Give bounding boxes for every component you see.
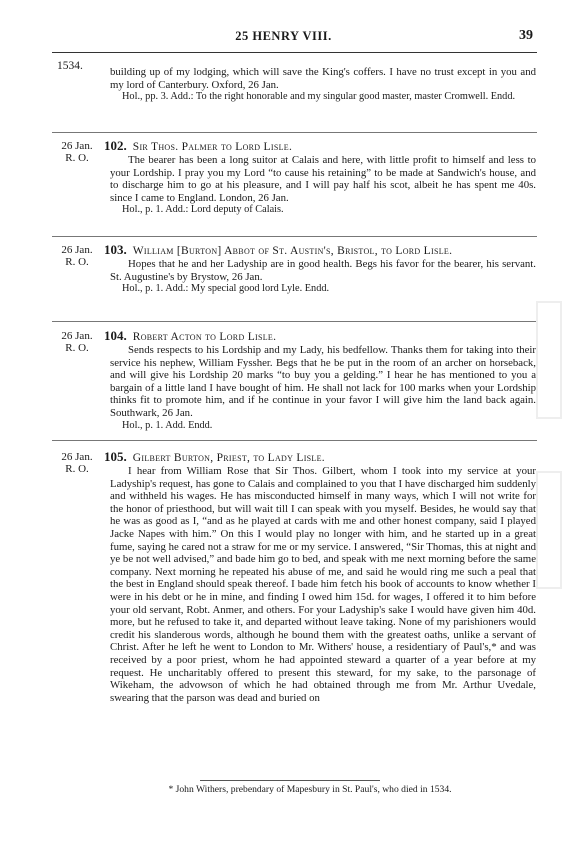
entry-date: 26 Jan. bbox=[61, 451, 93, 463]
library-stamp-icon bbox=[534, 470, 564, 590]
entry-102-margin bbox=[52, 140, 102, 164]
entry-source: R. O. bbox=[65, 342, 89, 354]
library-stamp-icon bbox=[534, 300, 564, 420]
entry-heading: Gilbert Burton, Priest, to Lady Lisle. bbox=[132, 452, 325, 464]
entry-number: 104. bbox=[104, 328, 127, 343]
continuation-text: building up of my lodging, which will save the King's coffers. I have no trust except in you and my lord of Canterbury. Oxford, 26 Jan. bbox=[110, 66, 536, 91]
entry-note: Hol., p. 1. Add. Endd. bbox=[122, 419, 213, 431]
entry-source: R. O. bbox=[65, 463, 89, 475]
entry-body: I hear from William Rose that Sir Thos. Gilbert, whom I took into my service at your Ladyship's request, has gone to Calais and complained to you that I have discharged him suddenly and withheld his wages. He has misconducted himself in many ways, which I will not write for the honor of priesthood, but will wait till I can speak with you myself. Besides, he would say that he was as good as I, “and as he played at cards with me and other honest company, said I played Jacke Napes with him.” On this I would play no longer with him, and he started up in a great fume, saying he cared not a straw for me or my service. I answered, “Sir Thomas, this at night and ye be not well advised,” and bade him go to bed, and speak with me next morning before the same company. Next morning he repeated his abuse of me, and said he would ring me such a peal that the best in England should speak thereof. I bade him fetch his book of accounts to know whether I were in his debt or he in mine, and finding I owed him 15d. for wages, I offered it to him before your old servant, Robt. Anmer, and others. For your Ladyship's sake I would have given him 40d. more, but he refused to take it, and departed without leave taking. None of my parishioners would credit his slanderous words, although he bound them with the greatest oaths, unlike a servant of Christ. After he left he went to London to Mr. Withers' house, a residentiary of Paul's,* and was received by a poor priest, whom he had appointed steward a quarter of a year before at my request. He uncharitably offered to present this steward, for my sake, to the parsonage of Wikeham, the advowson of which he had obtained through me from Mr. Arthur Uvedale, swearing that the parson was dead and buried on bbox=[110, 465, 536, 704]
footnote-rule bbox=[200, 780, 380, 781]
entry-body: Sends respects to his Lordship and my Lady, his bedfellow. Thanks them for taking into their service his nephew, William Fyssher. Begs that he be put in the room of an archer on horseback, and will give his Lordship 20 marks “to buy you a gelding.” I hear he has mentioned to you a bargain of a little land I have bought of him. He shall not lack for 100 marks when your Lordship thinks fit to promote him, and if he continue in your favor I will give him the land back again. Southwark, 26 Jan. bbox=[110, 344, 536, 419]
entry-105-margin bbox=[52, 451, 102, 475]
continuation-note: Hol., pp. 3. Add.: To the right honorable and my singular good master, master Cromwell. Endd. bbox=[122, 91, 516, 103]
entry-heading: Robert Acton to Lord Lisle. bbox=[132, 331, 277, 343]
entry-source: R. O. bbox=[65, 256, 89, 268]
page-number: 39 bbox=[519, 28, 533, 43]
entry-date: 26 Jan. bbox=[61, 330, 93, 342]
entry-104 bbox=[104, 328, 536, 432]
entry-number: 102. bbox=[104, 138, 127, 153]
entry-body: Hopes that he and her Ladyship are in good health. Begs his favor for the bearer, his servant. St. Augustine's by Brystow, 26 Jan. bbox=[110, 258, 536, 283]
entry-separator bbox=[52, 440, 537, 441]
entry-102 bbox=[104, 138, 536, 217]
footnote: * John Withers, prebendary of Mapesbury in St. Paul's, who died in 1534. bbox=[168, 784, 452, 795]
entry-note: Hol., p. 1. Add.: My special good lord Lyle. Endd. bbox=[122, 283, 330, 295]
continuation-block bbox=[110, 66, 536, 104]
entry-body: The bearer has been a long suitor at Calais and here, with little profit to himself and less to your Lordship. I pray you my Lord “to cause his retaining” to be made at Sandwich's house, and to discharge him to go at his pleasure, and I will pay half his scot, albeit he has spent me 40s. since I came to England. London, 26 Jan. bbox=[110, 154, 536, 204]
entry-date: 26 Jan. bbox=[61, 140, 93, 152]
entry-date: 26 Jan. bbox=[61, 244, 93, 256]
header-rule bbox=[52, 52, 537, 53]
entry-103-margin bbox=[52, 244, 102, 268]
entry-heading: Sir Thos. Palmer to Lord Lisle. bbox=[132, 141, 293, 153]
entry-source: R. O. bbox=[65, 152, 89, 164]
entry-separator bbox=[52, 132, 537, 133]
entry-number: 103. bbox=[104, 242, 127, 257]
entry-note: Hol., p. 1. Add.: Lord deputy of Calais. bbox=[122, 204, 284, 216]
entry-104-margin bbox=[52, 330, 102, 354]
running-head-title: 25 HENRY VIII. bbox=[235, 29, 332, 43]
entry-heading: William [Burton] Abbot of St. Austin's, Bristol, to Lord Lisle. bbox=[132, 245, 453, 257]
entry-number: 105. bbox=[104, 449, 127, 464]
entry-105 bbox=[104, 449, 536, 704]
entry-separator bbox=[52, 236, 537, 237]
entry-103 bbox=[104, 242, 536, 296]
margin-year: 1534. bbox=[57, 60, 83, 72]
entry-separator bbox=[52, 321, 537, 322]
running-head bbox=[0, 29, 567, 47]
